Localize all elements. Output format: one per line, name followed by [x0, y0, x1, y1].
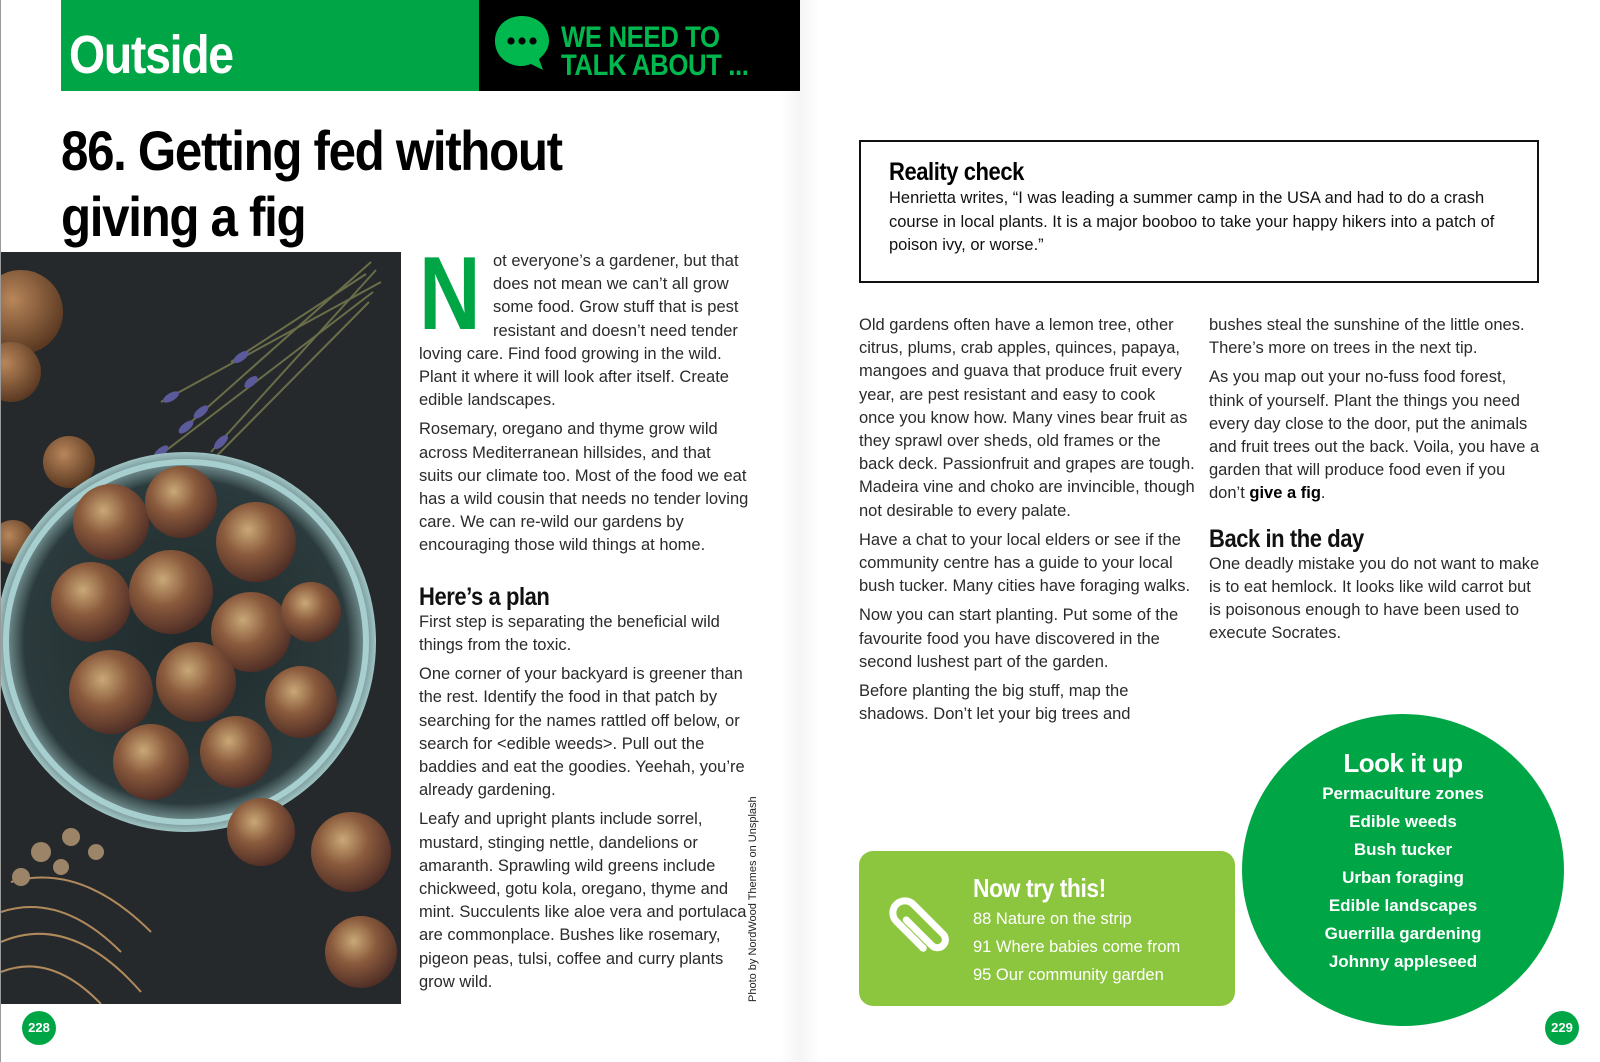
paragraph: Leafy and upright plants include sorrel, mustard, stinging nettle, dandelions or amaranth. Sprawling wild greens include chickweed, gotu kola, oregano, thyme and mint. Succulents like aloe vera and portulaca are commonplace. Bushes like rosemary, pigeon peas, tulsi, coffee and curry plants grow wild. — [419, 810, 747, 991]
paperclip-icon — [879, 887, 959, 967]
list-item: Urban foraging — [1342, 868, 1464, 887]
list-item: 88 Nature on the strip — [973, 910, 1132, 928]
middle-column — [859, 314, 1195, 732]
paragraph-text: As you map out your no-fuss food forest, think of yourself. Plant the things you need every day close to the door, put the animals and fruit trees out the back. Voila, you have a garden that will produce food even if you don’t — [1209, 368, 1540, 503]
reality-check-box — [859, 140, 1539, 283]
paragraph: One deadly mistake you do not want to make is to eat hemlock. It looks like wild carrot but is poisonous enough to have been used to execute Socrates. — [1209, 554, 1540, 643]
paragraph: Have a chat to your local elders or see if the community centre has a guide to your local bush tucker. Many cities have foraging walks. — [859, 530, 1191, 596]
speech-bubble-icon — [491, 12, 553, 74]
right-page — [800, 0, 1600, 1062]
look-it-up-list — [1242, 780, 1564, 976]
drop-cap: N — [419, 236, 481, 352]
paragraph: One corner of your backyard is greener than the rest. Identify the food in that patch by searching for the names rattled off below, or search for <edible weeds>. Pull out the baddies and eat the goodies. Yeehah, you’re already gardening. — [419, 665, 745, 800]
list-item: Edible landscapes — [1328, 896, 1478, 915]
intro-text: ot everyone’s a gardener, but that does not mean we can’t all grow some food. Grow stuff that is pest resistant and doesn’t need tender loving care. Find food growing in the wild. Plant it where it will look after itself. Create edible landscapes. — [419, 252, 739, 410]
page-number-left: 228 — [22, 1011, 56, 1045]
list-item: 91 Where babies come from — [973, 938, 1181, 956]
paragraph: First step is separating the beneficial wild things from the toxic. — [419, 612, 720, 655]
paragraph: Old gardens often have a lemon tree, other citrus, plums, crab apples, quinces, papaya, mangoes and guava that produce fruit every year, are pest resistant and easy to cook once you know how. Many vines bear fruit as they sprawl over sheds, old frames or the back deck. Passionfruit and grapes are tough. Madeira vine and choko are invincible, though not desirable to every palate. — [859, 316, 1195, 520]
right-column — [1209, 314, 1545, 652]
series-title-line1: WE NEED TO — [561, 21, 720, 54]
list-item: Bush tucker — [1353, 840, 1453, 859]
photo-credit: Photo by NordWood Themes on Unsplash — [747, 796, 759, 1002]
plan-heading: Here’s a plan — [419, 582, 550, 611]
series-title — [561, 21, 764, 82]
now-try-this-box — [859, 851, 1235, 1006]
reality-check-heading: Reality check — [889, 158, 1024, 186]
article-title-line1: 86. Getting fed without — [61, 119, 562, 182]
intro-paragraph — [419, 236, 749, 412]
list-item: Johnny appleseed — [1328, 952, 1478, 971]
back-in-the-day-heading: Back in the day — [1209, 524, 1364, 553]
now-try-this-list — [973, 905, 1180, 989]
look-it-up-heading: Look it up — [1343, 748, 1463, 778]
left-column — [419, 236, 749, 1000]
list-item: Permaculture zones — [1322, 784, 1484, 803]
paragraph-text: . — [1320, 484, 1326, 503]
reality-check-text: Henrietta writes, “I was leading a summer camp in the USA and had to do a crash course in local plants. It is a major booboo to take your happy hikers into a patch of poison ivy, or worse.” — [889, 189, 1495, 254]
list-item: Edible weeds — [1349, 812, 1457, 831]
paragraph: Before planting the big stuff, map the shadows. Don’t let your big trees and — [859, 682, 1131, 724]
paragraph — [1209, 366, 1545, 505]
paragraph: bushes steal the sunshine of the little ones. There’s more on trees in the next tip. — [1209, 316, 1525, 358]
now-try-this-heading: Now try this! — [973, 873, 1106, 903]
page-number-right: 229 — [1545, 1011, 1579, 1045]
list-item: Guerrilla gardening — [1324, 924, 1482, 943]
section-title: Outside — [69, 25, 233, 85]
article-title-line2: giving a fig — [61, 185, 306, 248]
bold-phrase: give a fig — [1249, 484, 1321, 503]
list-item: 95 Our community garden — [973, 966, 1164, 984]
paragraph: Now you can start planting. Put some of the favourite food you have discovered in the second lushest part of the garden. — [859, 606, 1179, 671]
article-title — [61, 118, 677, 250]
figs-photo — [1, 252, 401, 1004]
look-it-up-circle — [1242, 714, 1564, 1026]
series-title-line2: TALK ABOUT ... — [561, 49, 749, 82]
paragraph: Rosemary, oregano and thyme grow wild across Mediterranean hillsides, and that suits our climate too. Most of the food we eat has a wild cousin that needs no tender loving care. We can re-wild our gardens by encouraging those wild things at home. — [419, 420, 749, 555]
page-gutter — [780, 0, 820, 1062]
